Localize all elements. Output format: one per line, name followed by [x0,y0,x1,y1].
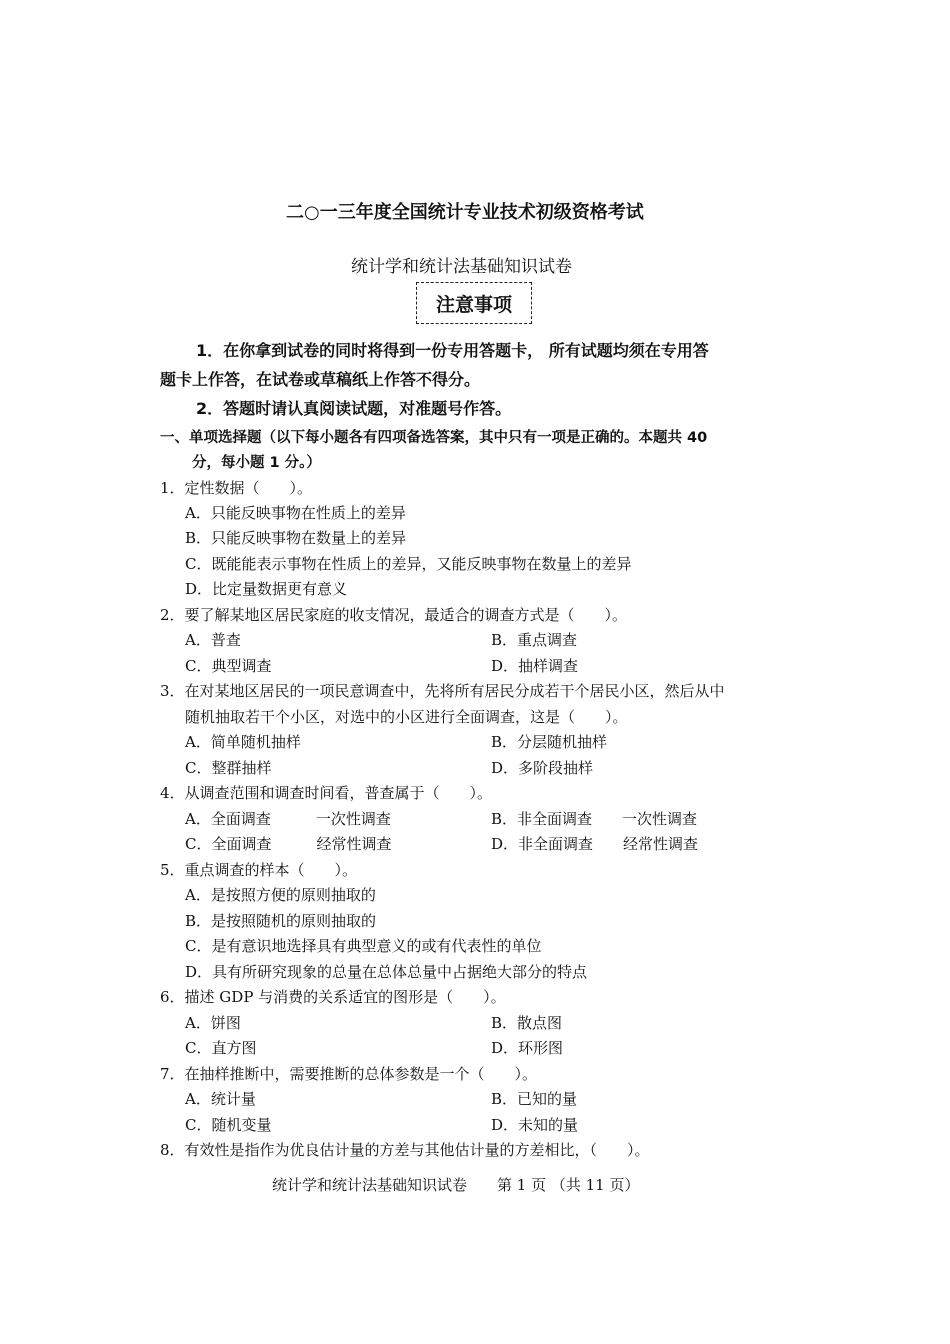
question-1-option-c: C．既能能表示事物在性质上的差异，又能反映事物在数量上的差异 [185,555,632,573]
question-6-option-b: B．散点图 [491,1014,563,1032]
question-2-option-d: D．抽样调查 [491,657,579,675]
question-3-option-a: A．简单随机抽样 [185,733,301,751]
question-2-option-c: C．典型调查 [185,657,272,675]
question-1-option-a: A．只能反映事物在性质上的差异 [185,504,406,522]
question-7-option-c: C．随机变量 [185,1116,272,1134]
question-8-stem: 8．有效性是指作为优良估计量的方差与其他估计量的方差相比，（ ）。 [160,1141,650,1159]
instruction-1-line-2: 题卡上作答，在试卷或草稿纸上作答不得分。 [160,370,481,389]
question-4-option-b: B．非全面调查 一次性调查 [491,810,698,828]
question-7-stem: 7．在抽样推断中，需要推断的总体参数是一个（ ）。 [160,1065,538,1083]
question-5-option-a: A．是按照方便的原则抽取的 [185,886,376,904]
question-2-option-a: A．普查 [185,631,241,649]
question-7-option-d: D．未知的量 [491,1116,579,1134]
question-4-option-a: A．全面调查 一次性调查 [185,810,391,828]
exam-title: 二○一三年度全国统计专业技术初级资格考试 [286,202,644,223]
page-footer: 统计学和统计法基础知识试卷 第 1 页 （共 11 页） [272,1176,640,1194]
instruction-1-line-1: 1．在你拿到试卷的同时将得到一份专用答题卡， 所有试题均须在专用答 [196,341,709,360]
question-5-option-b: B．是按照随机的原则抽取的 [185,912,377,930]
question-6-option-d: D．环形图 [491,1039,564,1057]
question-4-option-c: C．全面调查 经常性调查 [185,835,392,853]
question-3-stem-line-1: 3．在对某地区居民的一项民意调查中，先将所有居民分成若干个居民小区，然后从中 [160,682,725,700]
question-1-stem: 1．定性数据（ ）。 [160,479,313,497]
question-5-option-d: D．具有所研究现象的总量在总体总量中占据绝大部分的特点 [185,963,588,981]
instruction-2: 2．答题时请认真阅读试题，对准题号作答。 [196,399,512,418]
question-7-option-b: B．已知的量 [491,1090,578,1108]
question-3-option-b: B．分层随机抽样 [491,733,608,751]
question-2-option-b: B．重点调查 [491,631,578,649]
question-4-stem: 4．从调查范围和调查时间看，普查属于（ ）。 [160,784,493,802]
question-5-option-c: C．是有意识地选择具有典型意义的或有代表性的单位 [185,937,542,955]
paper-subtitle: 统计学和统计法基础知识试卷 [351,257,572,277]
question-3-option-c: C．整群抽样 [185,759,272,777]
question-4-option-d: D．非全面调查 经常性调查 [491,835,699,853]
question-1-option-d: D．比定量数据更有意义 [185,580,348,598]
notice-box [416,282,532,324]
question-1-option-b: B．只能反映事物在数量上的差异 [185,529,407,547]
question-6-option-a: A．饼图 [185,1014,241,1032]
question-3-stem-line-2: 随机抽取若干个小区，对选中的小区进行全面调查，这是（ ）。 [185,708,628,726]
question-6-option-c: C．直方图 [185,1039,257,1057]
notice-label: 注意事项 [435,293,512,316]
question-2-stem: 2．要了解某地区居民家庭的收支情况，最适合的调查方式是（ ）。 [160,606,628,624]
question-7-option-a: A．统计量 [185,1090,256,1108]
section-heading-line-2: 分，每小题 1 分。） [192,455,321,471]
question-6-stem: 6．描述 GDP 与消费的关系适宜的图形是（ ）。 [160,988,506,1006]
question-5-stem: 5．重点调查的样本（ ）。 [160,861,358,879]
section-heading-line-1: 一、单项选择题（以下每小题各有四项备选答案，其中只有一项是正确的。本题共 40 [160,430,708,446]
question-3-option-d: D．多阶段抽样 [491,759,594,777]
